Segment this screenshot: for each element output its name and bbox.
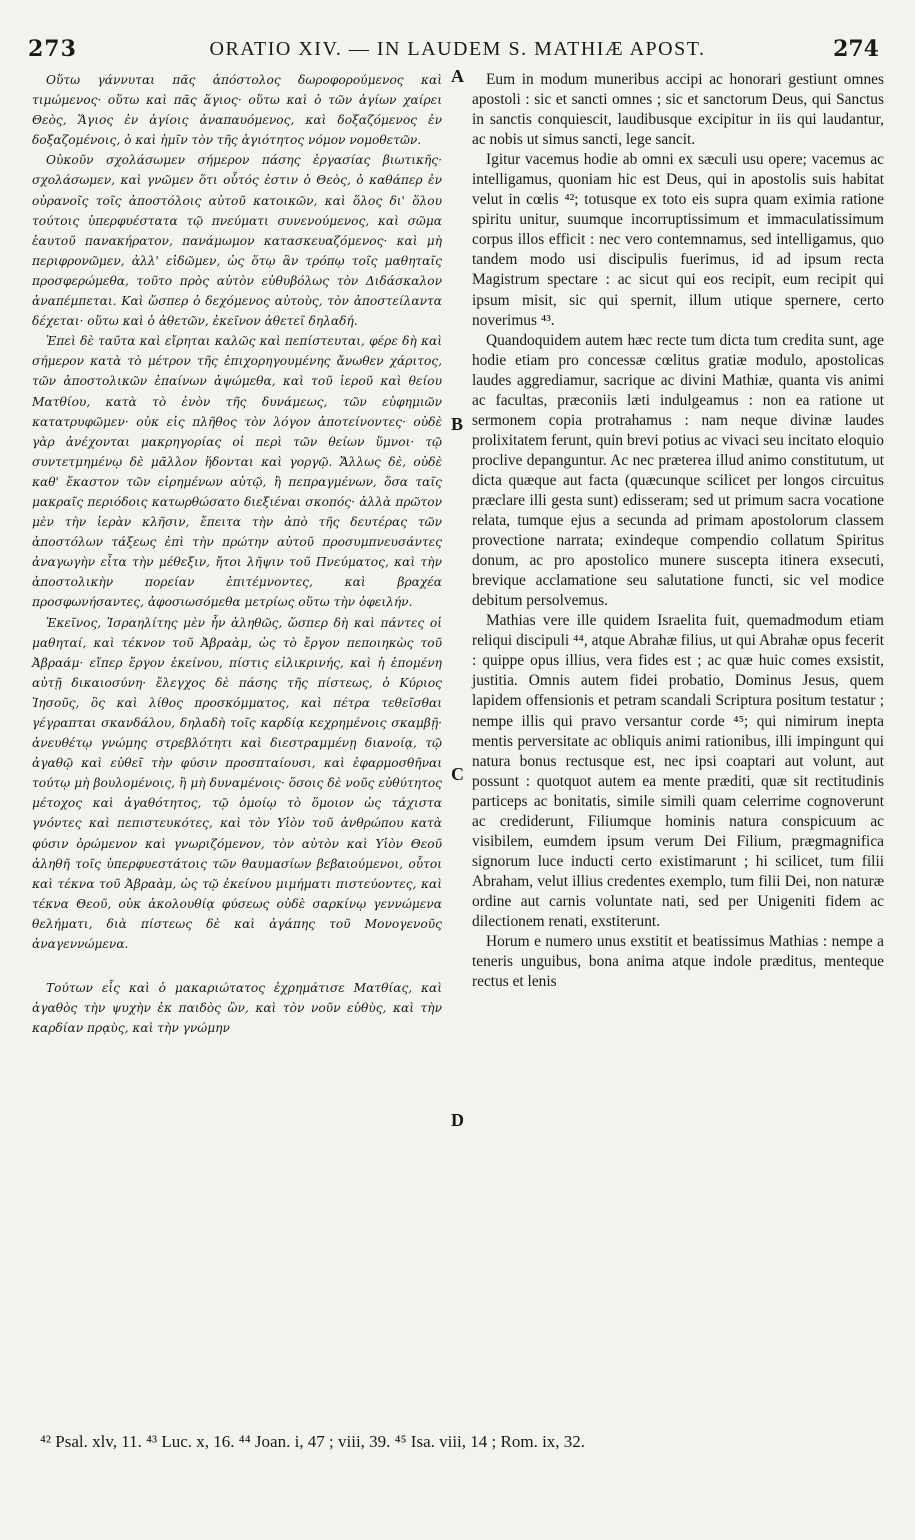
- section-marker-a: A: [451, 66, 464, 86]
- latin-paragraph-3: Quandoquidem autem hæc recte tum dicta tum credita sunt, age hodie etiam pro concessæ cœlitus gratiæ modulo, apostolicas laudes aggrediamur, sacrique ac divini Mathiæ, quanta vis animi ac facultas, præconiis læti indulgeamus : non ea ratione ut sermonem copia protrahamus : nam neque divinæ laudes prolixitatem ferunt, quin brevi potius ac vivaci seu incitato eloquio proclive depanguntur. Ac nec præterea illud animo constitutum, ut dicta quæque aut facta (quæcunque scilicet per longos circuitus præclare illi gesta sunt) edisseram; sed ut primum sacra vocatione relata, tumque ejus a secunda ad primam apostolorum classem provectione narrata; exindeque compendio collatum Spiritus donum, ac pro apostolico munere suscepta itinera exsecuti, brevique acclamatione seu salutatione functi, sic vel modice debitum persolvemus.: [472, 331, 884, 610]
- latin-column: [472, 70, 884, 992]
- greek-paragraph-2: Οὐκοῦν σχολάσωμεν σήμερον πάσης ἐργασίας βιωτικῆς· σχολάσωμεν, καὶ γνῶμεν ὅτι οὗτός ἐστιν ὁ Θεὸς, ὁ καθάπερ ἐν οὐρανοῖς τοῖς ἀποστόλοις αὐτοῦ κατοικῶν, καὶ ὅλος δι' ὅλου τούτοις ὑπερφυέστατα τῷ πνεύματι συνενούμενος, καὶ σῶμα ἑαυτοῦ πανακήρατον, πανάμωμον κατασκευαζόμενος· καὶ μὴ περιφρονῶμεν, ἀλλ' εἰδῶμεν, ὡς ὅτῳ ἂν τρόπῳ τοῖς μαθηταῖς προσφερώμεθα, τοῦτο πρὸς αὐτὸν εὐθυβόλως τὸν Διδάσκαλον ἀναπέμπεται. Καὶ ὥσπερ ὁ δεχόμενος αὐτοὺς, τὸν ἀποστείλαντα δέχεται· οὕτω καὶ ὁ ἀθετῶν, ἐκεῖνον ἀθετεῖ δηλαδή.: [32, 153, 442, 329]
- greek-column: [32, 70, 442, 1038]
- greek-paragraph-3: Ἐπεὶ δὲ ταῦτα καὶ εἴρηται καλῶς καὶ πεπίστευται, φέρε δὴ καὶ σήμερον κατὰ τὸ μέτρον τῆς ἐπιχορηγουμένης ἄνωθεν χάριτος, τῶν ἀποστολικῶν ἐπαίνων ἀψώμεθα, καὶ τοῦ ἱεροῦ καὶ θείου Ματθίου, κατὰ τὸ ἐνὸν τῆς δυνάμεως, τῶν εὐφημιῶν κατατρυφῶμεν· οὐκ εἰς πλῆθος τὸν λόγον ἀποτείνοντες· οὐδὲ γὰρ ἀνέχονται μακρηγορίας οἱ περὶ τῶν θείων ὕμνοι· τῷ συντετμημένῳ δὲ μᾶλλον ἥδονται καὶ γοργῷ. Ἄλλως δὲ, οὐδὲ καθ' ἕκαστον τῶν εἰρημένων αὐτῷ, ἢ πεπραγμένων, ὅσα ταῖς μακραῖς περιόδοις κατωρθώσατο διεξιέναι σκοπός· ἀλλὰ πρῶτον μὲν τὴν ἱερὰν κλῆσιν, ἔπειτα τὴν ἀπὸ τῆς δευτέρας τῶν ἀποστόλων τάξεως ἐπὶ τὴν πρώτην αὐτοῦ προσυμπνευσάντες ἀναγωγὴν εἶτα τὴν μέθεξιν, ἤτοι λῆψιν τοῦ Πνεύματος, καὶ τὴν ἀποστολικὴν πορείαν ἐπιτέμνοντες, καὶ βραχέα προσφωνήσαντες, ἀφοσιωσόμεθα μετρίως οὕτω τὴν ὀφειλήν.: [32, 334, 442, 610]
- page-number-right: 274: [833, 36, 879, 62]
- greek-paragraph-1: Οὕτω γάννυται πᾶς ἀπόστολος δωροφορούμενος καὶ τιμώμενος· οὕτω καὶ πᾶς ἅγιος· οὕτω καὶ ὁ τῶν ἁγίων χαίρει Θεὸς, Ἅγιος ἐν ἁγίοις ἀναπαυόμενος, καὶ δοξαζόμενος ἐν δοξαζομένοις, ὁ καὶ ἡμῖν τὸν τῆς ἁγιότητος νόμον νομοθετῶν.: [32, 73, 442, 148]
- latin-paragraph-4: Mathias vere ille quidem Israelita fuit, quemadmodum etiam reliqui discipuli ⁴⁴, atque Abrahæ filius, ut qui Abrahæ opus fecerit : quippe opus illius, vera fides est ; ac quæ huic comes exsistit, justitia. Omnis autem fidei probatio, Dominus Jesus, quem lapidem offensionis et petram scandali Scriptura positum testatur ; nempe illis qui pravo versantur corde ⁴⁵; qui nimirum inepta mentis perversitate ac obliquis animi rationibus, illi impingunt qui natura bonus rectusque est, nec ipsi coaptari aut volunt, aut possunt : quotquot autem ea mente præditi, quæ sit rectitudinis particeps ac bonitatis, simile simili quam celerrime cognoverunt ac crediderunt, Filiumque hominis natura conspicuum ac visibilem, eumdem ipsum verum Dei Filium, prægmagnifica signorum luce inducti certo existimarunt ; hi scilicet, tum filii Abraham, velut illius credentes exemplo, tum filii Dei, non naturæ ordine aut carnis voluntate nati, sed per Unigeniti fidem ac dilectionem renati, exstiterunt.: [472, 612, 884, 930]
- greek-paragraph-5: Τούτων εἷς καὶ ὁ μακαριώτατος ἐχρημάτισε Ματθίας, καὶ ἀγαθὸς τὴν ψυχὴν ἐκ παιδὸς ὢν, καὶ τὸν νοῦν εὐθὺς, καὶ τὴν καρδίαν πρᾳὺς, καὶ τὴν γνώμην: [32, 981, 442, 1036]
- section-marker-d: D: [451, 1110, 464, 1130]
- running-title: ORATIO XIV. — IN LAUDEM S. MATHIÆ APOST.: [209, 38, 706, 60]
- latin-paragraph-5: Horum e numero unus exstitit et beatissimus Mathias : nempe a teneris unguibus, bona anima atque indole præditus, menteque rectus et lenis: [472, 933, 884, 991]
- page-number-left: 273: [28, 36, 77, 62]
- footnotes: ⁴² Psal. xlv, 11. ⁴³ Luc. x, 16. ⁴⁴ Joan. i, 47 ; viii, 39. ⁴⁵ Isa. viii, 14 ; Rom. ix, 32.: [40, 1432, 586, 1451]
- latin-paragraph-2: Igitur vacemus hodie ab omni ex sæculi usu opere; vacemus ac intelligamus, quoniam hic est Deus, qui in apostolis suis habitat velut in cœlis ⁴²; totusque ex toto eis supra quam eximia ratione spiritu unitur, suumque incorruptissimum et immaculatissimum corpus illos efficit : nec vero contemnamus, sed intelligamus, quo tandem modo usi discipulis fuerimus, id ad ipsum recta Magistrum spectare : ac sicut qui eos recipit, eum recipit qui ipsum misit, sic qui spernit, illum utique spernere, certo noverimus ⁴³.: [472, 151, 884, 329]
- section-marker-b: B: [451, 414, 464, 434]
- page-header: [0, 30, 915, 70]
- latin-paragraph-1: Eum in modum muneribus accipi ac honorari gestiunt omnes apostoli : sic et sancti omnes ; sic et sanctorum Deus, qui Sanctus in sanctis conquiescit, laudibusque excipitur in iis qui laudantur, ac nobis ut simus sancti, lege sancit.: [472, 71, 884, 149]
- greek-paragraph-4: Ἐκεῖνος, Ἰσραηλίτης μὲν ἦν ἀληθῶς, ὥσπερ δὴ καὶ πάντες οἱ μαθηταί, καὶ τέκνον τοῦ Ἀβραὰμ, ὡς τὸ ἔργον πεποιηκὼς τοῦ Ἀβραάμ· εἴπερ ἔργον ἐκείνου, πίστις εἰλικρινής, καὶ ἡ ἑπομένη αὐτῇ δικαιοσύνη· ἔλεγχος δὲ πάσης τῆς πίστεως, ὁ Κύριος Ἰησοῦς, ὃς καὶ λίθος προσκόμματος, καὶ πέτρα τεθεῖσθαι γέγραπται σκανδάλου, δηλαδὴ τοῖς καρδίᾳ κεχρημένοις σκαμβῇ· ἀνευθέτῳ γνώμης στρεβλότητι καὶ διεστραμμένῃ διανοίᾳ, τῷ ἀγαθῷ καὶ εὐθεῖ τὴν φύσιν προσπταίουσι, καὶ ἐφαρμοσθῆναι τούτῳ μὴ βουλομένοις, ἢ μὴ δυναμένοις· ὅσοις δὲ νοῦς εὐθύτητος μέτοχος καὶ ἀγαθότητος, τῷ ὁμοίῳ τὸ ὅμοιον ὡς τάχιστα γνόντες καὶ πεπιστευκότες, καὶ τὸν Υἱὸν τοῦ ἀνθρώπου κατὰ φύσιν ὁρώμενον καὶ γνωριζόμενον, τὸν αὐτὸν καὶ Υἱὸν Θεοῦ ἀληθῆ τοῖς ὑπερφυεστάτοις τῶν θαυμασίων βεβαιούμενοι, οὗτοι καὶ τέκνα τοῦ Ἀβραὰμ, ὡς τῷ ἐκείνου μιμήματι πιστεύοντες, καὶ τέκνα Θεοῦ, οὐκ ἀκολουθίᾳ φύσεως οὐδὲ σαρκίνῳ γεννώμενα θελήματι, διὰ πίστεως δὲ καὶ ἀγάπης τοῦ Μονογενοῦς ἀναγεννώμενα.: [32, 615, 442, 952]
- section-marker-c: C: [451, 764, 464, 784]
